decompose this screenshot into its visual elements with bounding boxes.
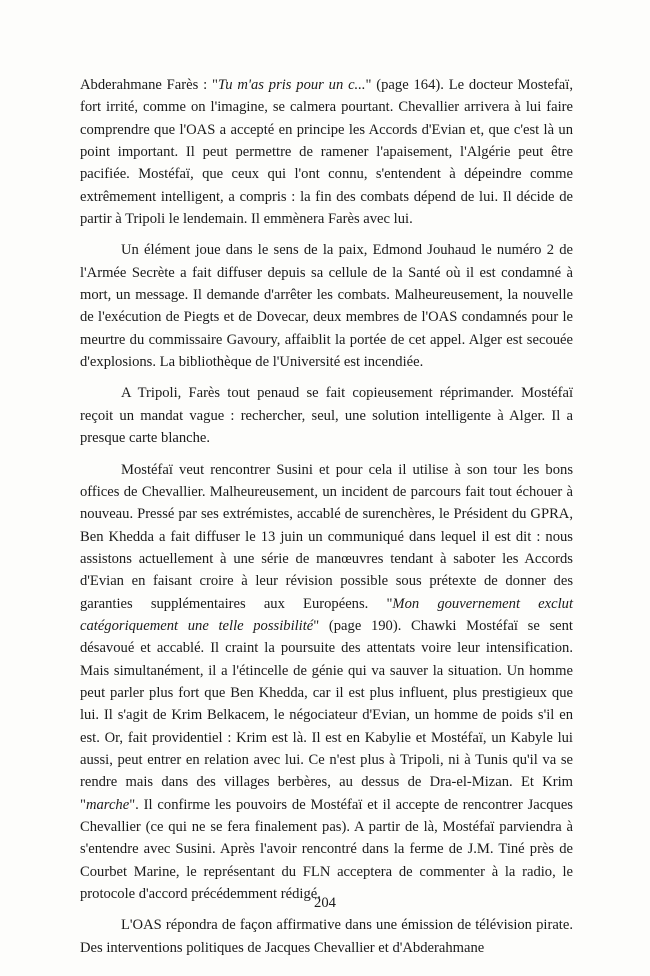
text-run: " (page 164). Le docteur Mostefaï, fort irrité, comme on l'imagine, se calmera pourtant. Chevallier arrivera à lui faire comprendre que l'OAS a accepté en principe les Accords d'Evian et, que c'est là un point important. Il peut permettre de ramener l'apaisement, l'Algérie peut être pacifiée. Mostéfaï, que ceux qui l'ont connu, s'entendent à dépeindre comme extrêmement intelligent, a compris : la fin des combats dépend de lui. Il décide de partir à Tripoli le lendemain. Il emmènera Farès avec lui. [80, 77, 573, 228]
text-run: Mostéfaï veut rencontrer Susini et pour cela il utilise à son tour les bons offices de Chevallier. Malheureusement, un incident de parcours fait tout échouer à nouveau. Pressé par ses extrémistes, accablé de surenchères, le Président du GPRA, Ben Khedda a fait diffuser le 13 juin un communiqué dans lequel il est dit : nous assistons actuellement à une série de manœuvres tendant à saboter les Accords d'Evian en faisant croire à leur révision possible sous prétexte de donner des garanties supplémentaires aux Européens. " [80, 461, 573, 612]
text-run: Abderahmane Farès : " [80, 77, 218, 93]
text-run: A Tripoli, Farès tout penaud se fait copieusement réprimander. Mostéfaï reçoit un mandat vague : rechercher, seul, une solution intelligente à Alger. Il a presque carte blanche. [80, 385, 573, 447]
text-run: " (page 190). Chawki Mostéfaï se sent désavoué et accablé. Il craint la poursuite des attentats voire leur intensification. Mais simultanément, il a l'étincelle de génie qui va sauver la situation. Un homme peut parler plus fort que Ben Khedda, car il est plus influent, plus prestigieux que lui. Il s'agit de Krim Belkacem, le négociateur d'Evian, un homme de poids s'il en est. Or, fait providentiel : Krim est là. Il est en Kabylie et Mostéfaï, un Kabyle lui aussi, peut entrer en relation avec lui. Ce n'est plus à Tripoli, ni à Tunis qu'il va se rendre mais dans des villages berbères, au dessus de Dra-el-Mizan. Et Krim " [80, 617, 573, 813]
italic-quote: Tu m'as pris pour un c... [217, 77, 366, 93]
paragraph [80, 74, 573, 230]
text-run: ". Il confirme les pouvoirs de Mostéfaï et il accepte de rencontrer Jacques Chevallier (ce qui ne se fera finalement pas). A partir de là, Mostéfaï parviendra à s'entendre avec Susini. Après l'avoir rencontré dans la ferme de J.M. Tiné près de Courbet Marine, le représentant du FLN acceptera de commenter à la radio, le protocole d'accord précédemment rédigé. [80, 796, 573, 903]
italic-quote: Mon gouvernement exclut catégoriquement une telle possibilité [80, 595, 573, 634]
paragraph [80, 459, 573, 906]
text-run: L'OAS répondra de façon affirmative dans une émission de télévision pirate. Des interventions politiques de Jacques Chevallier et d'Abderahmane [80, 917, 573, 956]
text-run: Un élément joue dans le sens de la paix, Edmond Jouhaud le numéro 2 de l'Armée Secrète a fait diffuser depuis sa cellule de la Santé où il est condamné à mort, un message. Il demande d'arrêter les combats. Malheureusement, la nouvelle de l'exécution de Piegts et de Dovecar, deux membres de l'OAS condamnés pour le meurtre du commissaire Gavoury, affaiblit la portée de cet appel. Alger est secouée d'explosions. La bibliothèque de l'Université est incendiée. [80, 242, 573, 371]
page-number: 204 [314, 895, 336, 911]
italic-quote: marche [85, 796, 130, 813]
paragraph [80, 239, 573, 373]
paragraph [80, 914, 573, 959]
paragraph [80, 382, 573, 449]
body-text [80, 74, 573, 968]
